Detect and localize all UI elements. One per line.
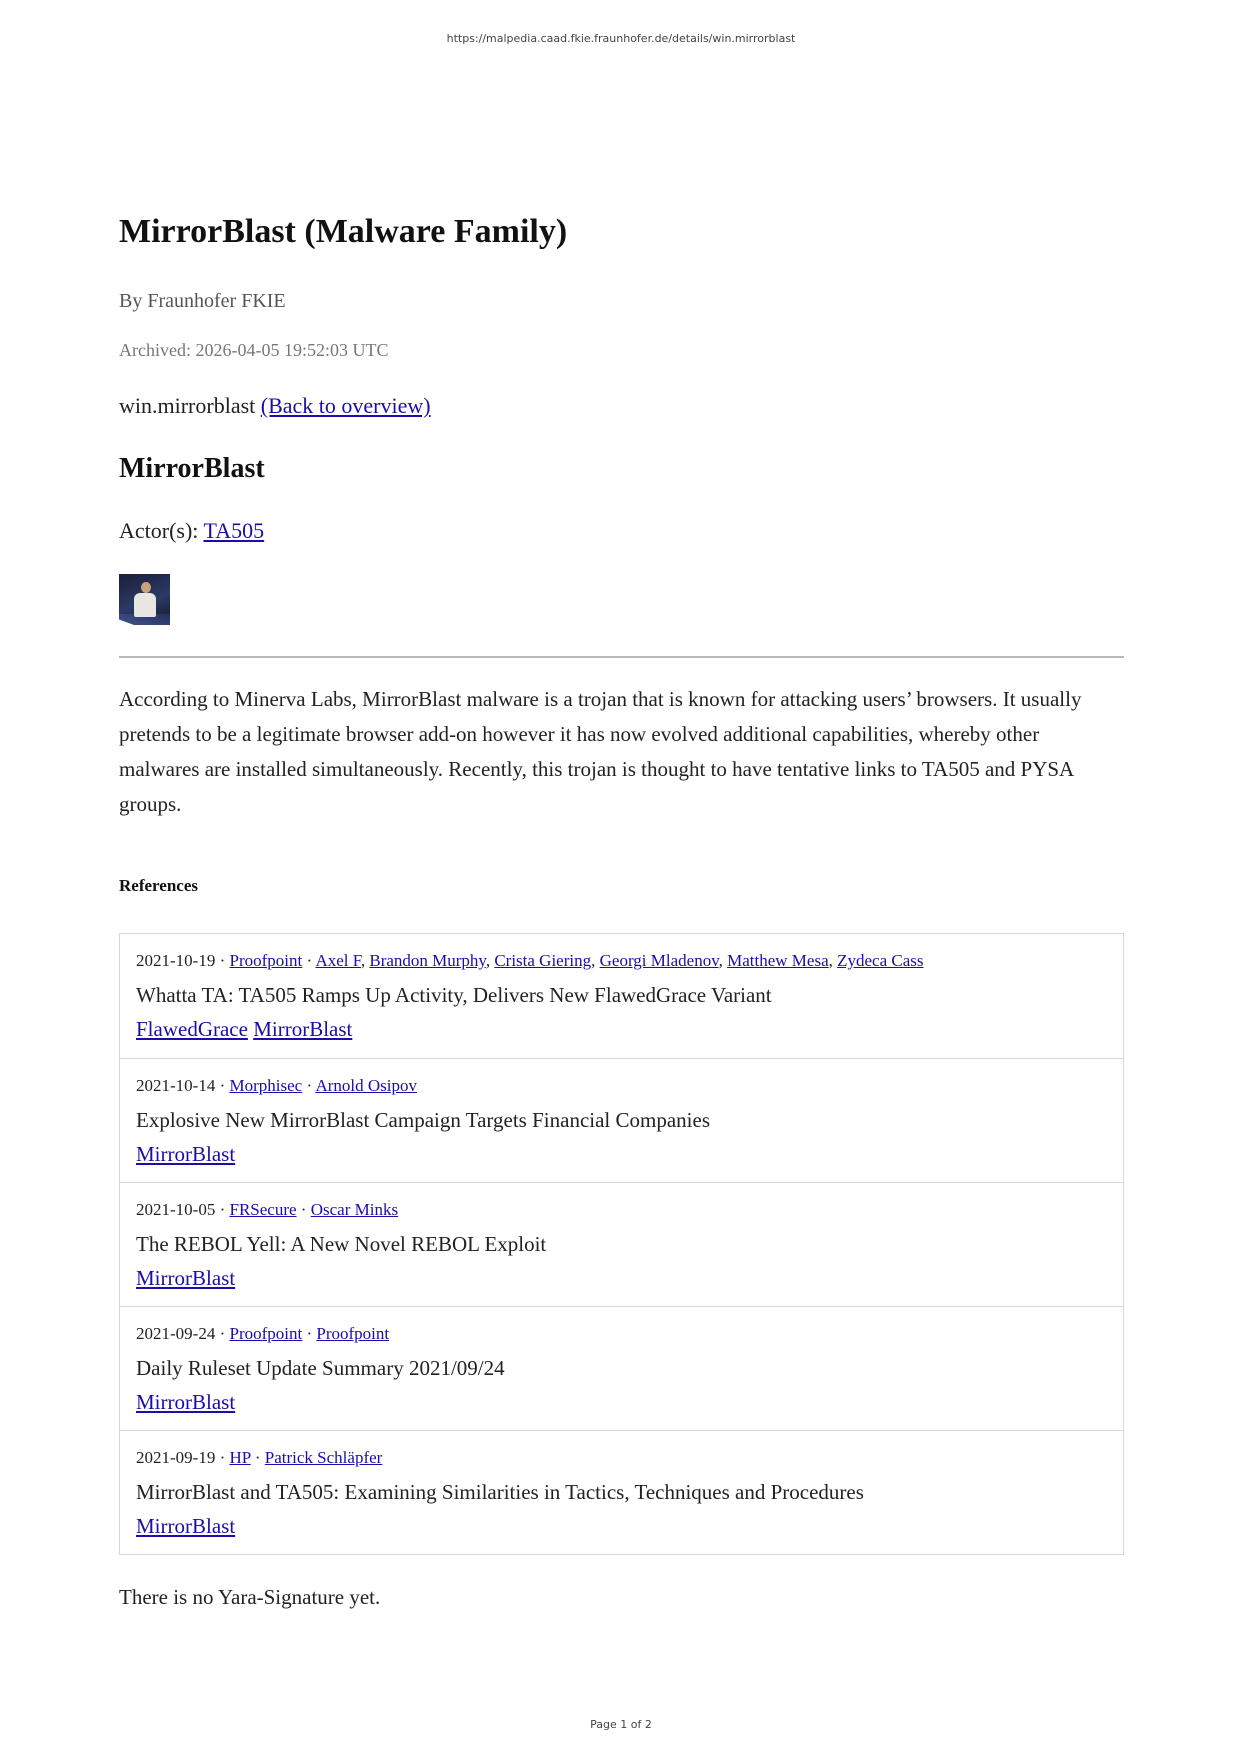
separator-dot: · (250, 1448, 265, 1467)
reference-tag-link[interactable]: MirrorBlast (136, 1514, 236, 1538)
family-identifier: win.mirrorblast (119, 393, 256, 418)
reference-row (120, 1430, 1123, 1554)
family-description: According to Minerva Labs, MirrorBlast malware is a trojan that is known for attacking users’ browsers. It usually pretends to be a legitimate browser add-on however it has now evolved additional capabilities, whereby other malwares are installed simultaneously. Recently, this trojan is thought to have tentative links to TA505 and PYSA groups. (119, 687, 1082, 816)
reference-date: 2021-09-24 (136, 1324, 216, 1343)
separator-dot: · (215, 1076, 230, 1095)
archived-timestamp: Archived: 2026-04-05 19:52:03 UTC (119, 340, 389, 360)
reference-title: MirrorBlast and TA505: Examining Similarities in Tactics, Techniques and Procedures (136, 1480, 864, 1504)
reference-author-link[interactable]: Crista Giering (494, 951, 592, 970)
reference-date: 2021-10-19 (136, 951, 216, 970)
thumbnail-figure-body (134, 593, 156, 617)
actor-link[interactable]: TA505 (203, 518, 265, 543)
actors-line (119, 518, 264, 544)
reference-tags (136, 1389, 1107, 1415)
author-separator: , (360, 951, 370, 970)
reference-meta (136, 1323, 1107, 1345)
back-to-overview-link[interactable]: (Back to overview) (260, 393, 431, 418)
reference-meta (136, 1075, 1107, 1097)
references-heading: References (119, 876, 198, 895)
page-url-header: https://malpedia.caad.fkie.fraunhofer.de/details/win.mirrorblast (446, 32, 796, 45)
separator-dot: · (215, 1324, 230, 1343)
reference-tag-link[interactable]: MirrorBlast (253, 1017, 353, 1041)
separator-dot: · (215, 1448, 230, 1467)
thumbnail-figure-head (141, 582, 151, 593)
reference-tag-link[interactable]: MirrorBlast (136, 1266, 236, 1290)
reference-title: Daily Ruleset Update Summary 2021/09/24 (136, 1356, 505, 1380)
reference-author-link[interactable]: Proofpoint (316, 1324, 390, 1343)
reference-tags (136, 1513, 1107, 1539)
reference-author-link[interactable]: Georgi Mladenov (599, 951, 719, 970)
reference-row (120, 1306, 1123, 1430)
reference-source-link[interactable]: HP (229, 1448, 251, 1467)
reference-date: 2021-10-14 (136, 1076, 216, 1095)
reference-tags (136, 1141, 1107, 1167)
reference-author-link[interactable]: Patrick Schläpfer (264, 1448, 383, 1467)
reference-tags (136, 1265, 1107, 1291)
author-separator: , (485, 951, 495, 970)
separator-dot: · (302, 1324, 317, 1343)
page-title: MirrorBlast (Malware Family) (119, 213, 568, 250)
reference-author-link[interactable]: Matthew Mesa (727, 951, 829, 970)
author-separator: , (718, 951, 728, 970)
author-separator: , (828, 951, 838, 970)
reference-meta (136, 950, 1107, 972)
reference-row (120, 1058, 1123, 1182)
reference-meta (136, 1199, 1107, 1221)
reference-source-link[interactable]: Proofpoint (229, 1324, 303, 1343)
reference-source-link[interactable]: Proofpoint (229, 951, 303, 970)
reference-tag-link[interactable]: MirrorBlast (136, 1142, 236, 1166)
references-table (119, 933, 1124, 1555)
separator-dot: · (302, 1076, 316, 1095)
separator-dot: · (302, 951, 316, 970)
separator-dot: · (215, 951, 230, 970)
reference-date: 2021-10-05 (136, 1200, 216, 1219)
family-name-heading: MirrorBlast (119, 453, 265, 484)
reference-title: Whatta TA: TA505 Ramps Up Activity, Delivers New FlawedGrace Variant (136, 983, 772, 1007)
separator-dot: · (296, 1200, 311, 1219)
reference-author-link[interactable]: Brandon Murphy (369, 951, 486, 970)
reference-source-link[interactable]: FRSecure (229, 1200, 297, 1219)
reference-meta (136, 1447, 1107, 1469)
actors-label: Actor(s): (119, 518, 199, 543)
author-separator: , (591, 951, 600, 970)
family-identifier-line (119, 393, 431, 419)
reference-title: The REBOL Yell: A New Novel REBOL Exploit (136, 1232, 547, 1256)
family-thumbnail-image (119, 574, 170, 625)
yara-signature-note: There is no Yara-Signature yet. (119, 1585, 381, 1609)
reference-row (120, 934, 1123, 1058)
byline: By Fraunhofer FKIE (119, 290, 286, 312)
reference-author-link[interactable]: Axel F (315, 951, 361, 970)
reference-source-link[interactable]: Morphisec (229, 1076, 303, 1095)
reference-author-link[interactable]: Oscar Minks (310, 1200, 399, 1219)
page-number: Page 1 of 2 (590, 1718, 652, 1731)
reference-title: Explosive New MirrorBlast Campaign Targets Financial Companies (136, 1108, 710, 1132)
reference-date: 2021-09-19 (136, 1448, 216, 1467)
reference-tag-link[interactable]: FlawedGrace (136, 1017, 248, 1041)
reference-tags (136, 1016, 1107, 1042)
separator-dot: · (215, 1200, 230, 1219)
reference-author-link[interactable]: Zydeca Cass (837, 951, 924, 970)
horizontal-divider (119, 656, 1124, 658)
reference-tag-link[interactable]: MirrorBlast (136, 1390, 236, 1414)
reference-row (120, 1182, 1123, 1306)
reference-author-link[interactable]: Arnold Osipov (315, 1076, 417, 1095)
